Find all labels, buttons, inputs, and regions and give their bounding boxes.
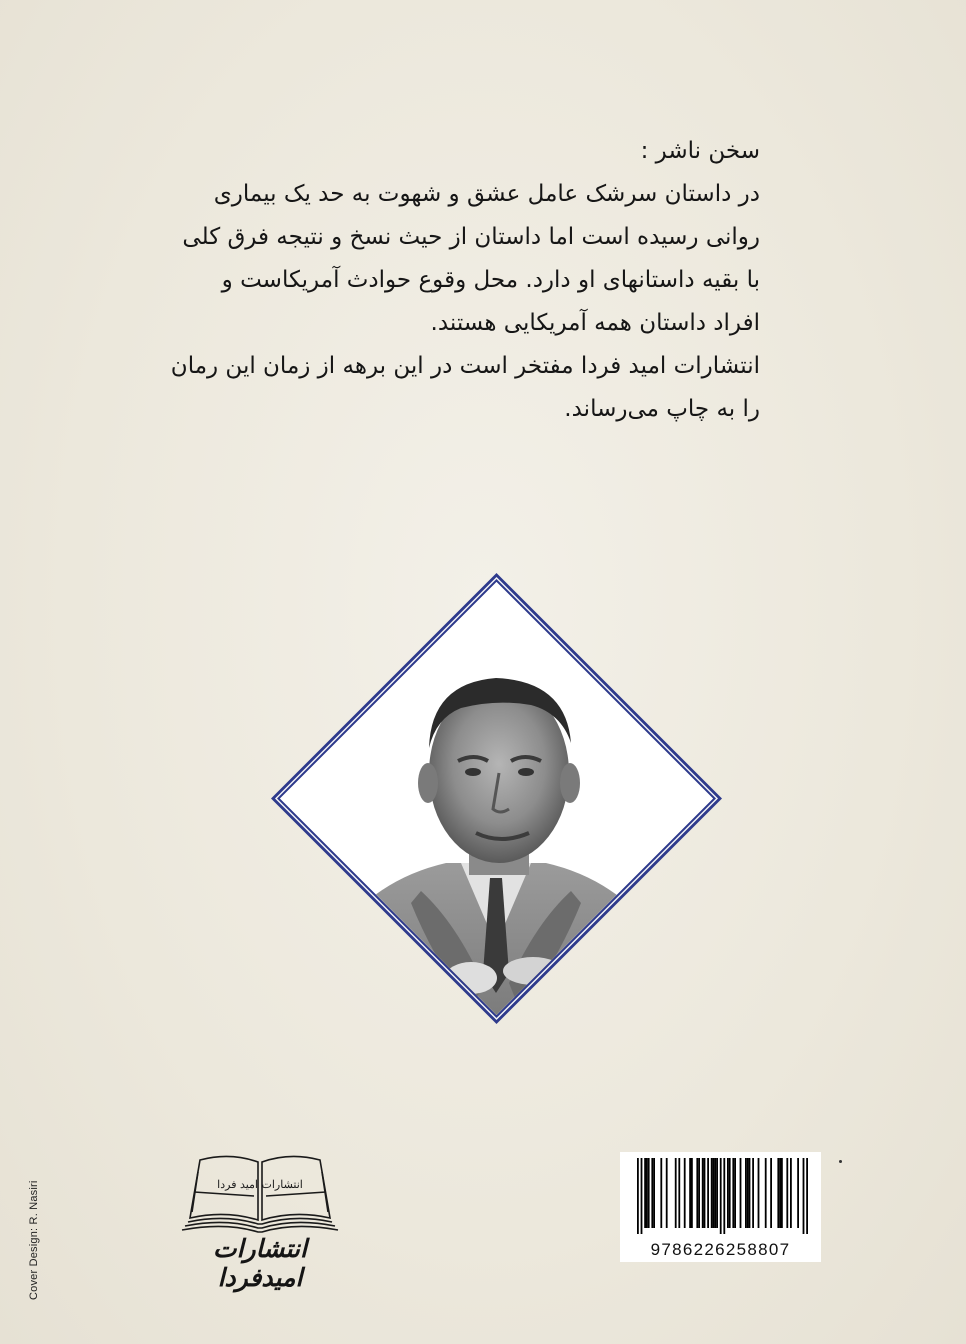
barcode-bar — [648, 1158, 650, 1228]
barcode-bar — [727, 1158, 729, 1228]
open-book-icon — [170, 1148, 350, 1234]
barcode-bar — [646, 1158, 648, 1228]
barcode-bar — [758, 1158, 760, 1228]
barcode-bar — [637, 1158, 639, 1234]
barcode-bar — [734, 1158, 736, 1228]
author-portrait — [271, 573, 722, 1024]
barcode-bar — [797, 1158, 799, 1228]
barcode-bar — [707, 1158, 709, 1228]
publisher-name: انتشارات امیدفردا — [213, 1234, 307, 1292]
barcode-bar — [806, 1158, 808, 1234]
barcode-bar — [720, 1158, 722, 1234]
isbn-number: 9786226258807 — [650, 1240, 791, 1259]
publisher-note-line: را به چاپ می‌رساند. — [564, 396, 760, 422]
isbn-barcode — [620, 1152, 821, 1262]
publisher-note-line: افراد داستان همه آمریکایی هستند. — [430, 310, 760, 336]
barcode-bar — [696, 1158, 698, 1228]
barcode-bar — [729, 1158, 731, 1228]
barcode-bar — [749, 1158, 751, 1228]
barcode-bar — [666, 1158, 668, 1228]
barcode-bar — [660, 1158, 662, 1228]
publisher-logo — [170, 1148, 350, 1292]
publisher-note-line: با بقیه داستانهای او دارد. محل وقوع حوادث آمریکاست و — [221, 267, 760, 293]
barcode-bar — [675, 1158, 677, 1228]
logo-book-lettering: انتشارات امید فردا — [217, 1178, 303, 1191]
barcode-bar — [765, 1158, 767, 1228]
barcode-bar — [644, 1158, 646, 1228]
barcode-bar — [691, 1158, 693, 1228]
barcode-bar — [651, 1158, 653, 1228]
barcode-bar — [678, 1158, 680, 1228]
barcode-bar — [732, 1158, 734, 1228]
barcode-bar — [803, 1158, 805, 1234]
publisher-note-heading: سخن ناشر : — [640, 138, 760, 164]
barcode-bars — [620, 1152, 821, 1234]
barcode-bar — [702, 1158, 704, 1228]
barcode-bar — [779, 1158, 781, 1228]
barcode-bar — [752, 1158, 754, 1228]
publisher-note-line: روانی رسیده است اما داستان از حیث نسخ و نتیجه فرق کلی — [182, 224, 760, 250]
barcode-bar — [790, 1158, 792, 1228]
publisher-note — [170, 130, 760, 431]
barcode-bar — [740, 1158, 742, 1228]
barcode-bar — [777, 1158, 779, 1228]
barcode-bar — [653, 1158, 655, 1228]
barcode-bar — [711, 1158, 713, 1228]
barcode-bar — [716, 1158, 718, 1228]
barcode-bar — [698, 1158, 700, 1228]
barcode-bar — [714, 1158, 716, 1228]
barcode-bar — [770, 1158, 772, 1228]
barcode-bar — [747, 1158, 749, 1228]
barcode-bar — [641, 1158, 643, 1234]
barcode-bar — [704, 1158, 706, 1228]
publisher-note-line: انتشارات امید فردا مفتخر است در این برهه از زمان این رمان — [170, 353, 760, 379]
barcode-bar — [786, 1158, 788, 1228]
barcode-bar — [689, 1158, 691, 1228]
decorative-dot — [839, 1160, 842, 1163]
cover-design-credit: Cover Design: R. Nasiri — [28, 1180, 40, 1300]
barcode-bar — [781, 1158, 783, 1228]
author-portrait-frame — [271, 573, 722, 1024]
barcode-bar — [713, 1158, 715, 1228]
barcode-bar — [684, 1158, 686, 1228]
barcode-bar — [745, 1158, 747, 1228]
publisher-note-line: در داستان سرشک عامل عشق و شهوت به حد یک بیماری — [213, 181, 760, 207]
barcode-bar — [723, 1158, 725, 1234]
